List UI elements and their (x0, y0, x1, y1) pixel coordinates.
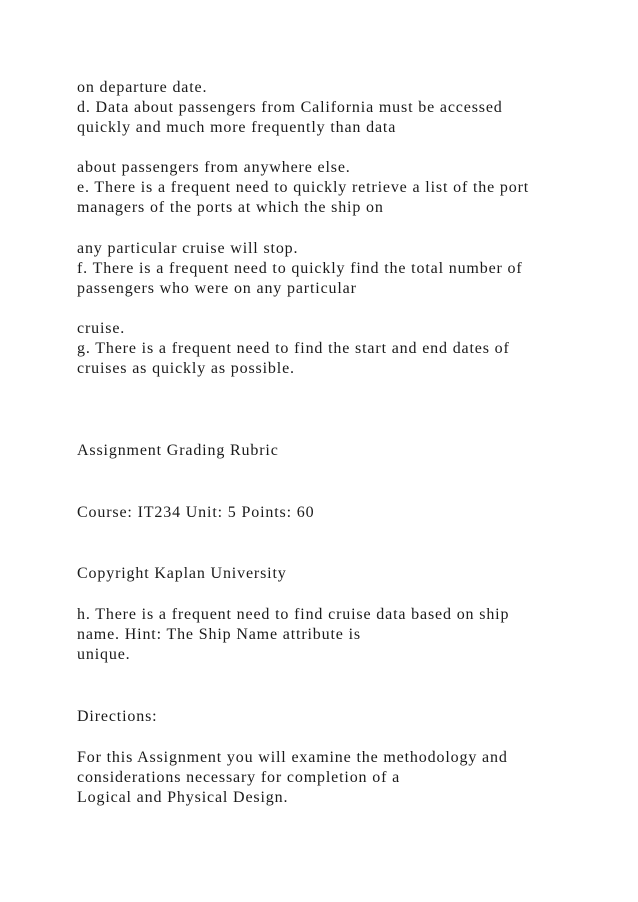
rubric-heading: Assignment Grading Rubric (77, 442, 279, 459)
text-line-item-h-unique: unique. (77, 646, 131, 663)
directions-text-3: Logical and Physical Design. (77, 789, 289, 806)
text-line-item-f-cont: passengers who were on any particular (77, 280, 357, 297)
text-line-item-h-cont: name. Hint: The Ship Name attribute is (77, 626, 361, 643)
directions-heading: Directions: (77, 708, 158, 725)
text-line-cruise-stop: any particular cruise will stop. (77, 240, 299, 257)
text-line-item-e-cont: managers of the ports at which the ship on (77, 199, 384, 216)
text-line-item-f: f. There is a frequent need to quickly find the total number of (77, 260, 523, 277)
text-line-item-g-cont: cruises as quickly as possible. (77, 360, 295, 377)
course-info-line: Course: IT234 Unit: 5 Points: 60 (77, 504, 315, 521)
directions-text-1: For this Assignment you will examine the methodology and (77, 749, 508, 766)
text-line-item-g: g. There is a frequent need to find the start and end dates of (77, 340, 510, 357)
text-line-item-d-cont: quickly and much more frequently than data (77, 119, 397, 136)
copyright-line: Copyright Kaplan University (77, 565, 287, 582)
directions-text-2: considerations necessary for completion of a (77, 769, 401, 786)
text-line-item-h: h. There is a frequent need to find cruise data based on ship (77, 606, 510, 623)
text-line-item-d: d. Data about passengers from California must be accessed (77, 99, 503, 116)
text-line-item-e: e. There is a frequent need to quickly retrieve a list of the port (77, 179, 530, 196)
text-line-departure-date: on departure date. (77, 79, 208, 96)
text-line-cruise: cruise. (77, 320, 126, 337)
text-line-passengers-elsewhere: about passengers from anywhere else. (77, 159, 351, 176)
